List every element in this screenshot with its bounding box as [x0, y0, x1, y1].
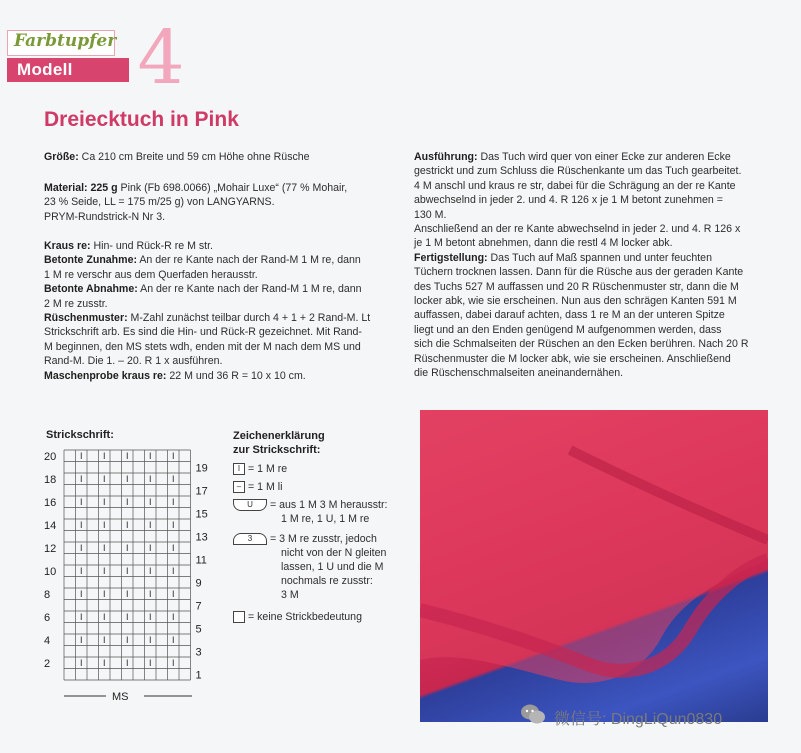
- legend-increase-text-2: 1 M re, 1 U, 1 M re: [281, 513, 370, 525]
- execution-paragraph: [414, 150, 794, 381]
- row-number-right: 13: [195, 531, 208, 544]
- abnahme-text-2: 2 M re zusstr.: [44, 297, 108, 310]
- chart-row-labels-left: [44, 451, 56, 670]
- legend-title-2: zur Strickschrift:: [233, 444, 321, 456]
- row-number-left: 6: [44, 612, 51, 624]
- ausfuehrung-text-7: je 1 M betont abnehmen, dann die restl 4 M locker abk.: [414, 237, 673, 250]
- legend-decrease-text-1: = 3 M re zusstr, jedoch: [270, 533, 377, 545]
- legend-item-decrease: [233, 532, 386, 602]
- ausfuehrung-text-6: Anschließend an der re Kante abwechselnd in jeder 2. und 4. R 126 x: [414, 223, 741, 236]
- legend-decrease-text-3: lassen, 1 U und die M: [281, 561, 384, 573]
- ausfuehrung-text-2: gestrickt und zum Schluss die Rüschenkante um das Tuch gearbeitet.: [414, 165, 742, 178]
- legend-empty-text: = keine Strickbedeutung: [248, 611, 362, 623]
- page-title: Dreiecktuch in Pink: [44, 108, 239, 131]
- row-number-right: 7: [195, 600, 202, 613]
- row-number-left: 4: [44, 635, 51, 647]
- legend-item-knit: [233, 462, 287, 476]
- fertig-text-6: liegt und an den Enden genügend M aufgenommen werden, dass: [414, 323, 722, 336]
- row-number-left: 12: [44, 543, 57, 555]
- fertig-text-7: sich die Schmalseiten der Rüschen an den Ecken berühren. Nach 20 R: [414, 338, 749, 351]
- legend-purl-text: = 1 M li: [248, 481, 283, 493]
- row-number-right: 5: [195, 623, 202, 636]
- decrease-symbol-icon: 3: [233, 533, 267, 545]
- fertig-label: Fertigstellung:: [414, 251, 488, 264]
- shawl-photo: [420, 410, 768, 722]
- abnahme-text-1: An der re Kante nach der Rand-M 1 M re, dann: [137, 283, 362, 296]
- row-number-right: 11: [195, 554, 207, 567]
- probe-text: 22 M und 36 R = 10 x 10 cm.: [166, 369, 306, 382]
- muster-label: Rüschenmuster:: [44, 312, 128, 325]
- fertig-text-9: die Rüschenschmalseiten aneinandernähen.: [414, 367, 624, 380]
- fertig-text-2: Tüchern trocknen lassen. Dann für die Rüsche aus der geraden Kante: [414, 266, 744, 279]
- wechat-icon: [520, 701, 546, 727]
- increase-symbol-icon: U: [233, 499, 267, 511]
- zunahme-text-1: An der re Kante nach der Rand-M 1 M re, dann: [137, 254, 361, 267]
- ruffle-drawing: [420, 410, 768, 722]
- row-number-left: 2: [44, 658, 51, 670]
- legend-item-empty: [233, 610, 362, 624]
- fertig-text-4: locker abk, wie sie erscheinen. Nun aus den schrägen Kanten 591 M: [414, 295, 737, 308]
- brand-logo: Farbtupfer: [14, 31, 117, 51]
- legend-title: [233, 429, 325, 457]
- row-number-right: 15: [195, 508, 208, 521]
- legend-knit-text: = 1 M re: [248, 463, 288, 475]
- ausfuehrung-text-1: Das Tuch wird quer von einer Ecke zur anderen Ecke: [477, 151, 731, 163]
- zunahme-text-2: 1 M re verschr aus dem Querfaden herausstr.: [44, 268, 258, 281]
- legend-decrease-text-4: nochmals re zusstr:: [281, 575, 373, 587]
- legend-decrease-text-2: nicht von der N gleiten: [281, 547, 387, 559]
- zunahme-label: Betonte Zunahme:: [44, 254, 137, 267]
- ausfuehrung-label: Ausführung:: [414, 151, 478, 163]
- size-label: Größe:: [44, 151, 79, 163]
- muster-text-4: Rand-M. Die 1. – 20. R 1 x ausführen.: [44, 355, 223, 368]
- ausfuehrung-text-5: 130 M.: [414, 208, 447, 221]
- material-text-2: 23 % Seide, LL = 175 m/25 g) von LANGYARNS.: [44, 196, 275, 209]
- row-number-left: 10: [44, 566, 57, 578]
- knitting-chart: [44, 446, 220, 708]
- model-number: 4: [137, 15, 185, 101]
- row-number-right: 1: [195, 669, 202, 682]
- row-number-right: 3: [195, 646, 202, 659]
- row-number-right: 9: [195, 577, 202, 590]
- ausfuehrung-text-3: 4 M anschl und kraus re str, dabei für die Schrägung an der re Kante: [414, 179, 736, 192]
- section-label: Modell: [17, 60, 73, 79]
- muster-text-2: Strickschrift arb. Es sind die Hin- und Rück-R gezeichnet. Mit Rand-: [44, 326, 362, 339]
- material-text-1: Pink (Fb 698.0066) „Mohair Luxe“ (77 % Mohair,: [117, 182, 348, 194]
- empty-symbol-icon: [233, 611, 245, 623]
- row-number-right: 19: [195, 462, 208, 475]
- fertig-text-3: des Tuchs 527 M auffassen und 20 R Rüschenmuster str, dann die M: [414, 280, 739, 293]
- ausfuehrung-text-4: abwechselnd in jeder 2. und 4. R 126 x je 1 M betont zunehmen =: [414, 194, 723, 207]
- repeat-label: MS: [112, 691, 129, 703]
- muster-text-3: M beginnen, den MS stets wdh, enden mit der M nach dem MS und: [44, 340, 361, 353]
- legend-increase-text-1: = aus 1 M 3 M herausstr:: [270, 499, 388, 511]
- abnahme-label: Betonte Abnahme:: [44, 283, 138, 296]
- muster-text-1: M-Zahl zunächst teilbar durch 4 + 1 + 2 Rand-M. Lt: [127, 312, 371, 325]
- row-number-left: 8: [44, 589, 51, 601]
- instructions-paragraph: [44, 239, 414, 383]
- purl-symbol-icon: –: [233, 481, 245, 493]
- watermark-text: 微信号: DingLiQun0830: [554, 711, 723, 728]
- row-number-right: 17: [195, 485, 208, 498]
- size-paragraph: [44, 150, 404, 164]
- fertig-text-1: Das Tuch auf Maß spannen und unter feuchten: [487, 251, 712, 264]
- legend-title-1: Zeichenerklärung: [233, 430, 325, 442]
- chart-grid: [64, 450, 191, 680]
- material-paragraph: [44, 181, 414, 224]
- row-number-left: 16: [44, 497, 57, 509]
- row-number-left: 18: [44, 474, 57, 486]
- chart-row-labels-right: [196, 463, 208, 682]
- row-number-left: 14: [44, 520, 57, 532]
- kraus-label: Kraus re:: [44, 240, 91, 252]
- material-label: Material: 225 g: [44, 182, 118, 194]
- kraus-text: Hin- und Rück-R re M str.: [90, 240, 213, 252]
- size-text: Ca 210 cm Breite und 59 cm Höhe ohne Rüsche: [78, 151, 310, 163]
- legend-item-purl: [233, 480, 282, 494]
- fertig-text-5: auffassen, dabei darauf achten, dass 1 re M an der unteren Spitze: [414, 309, 725, 322]
- knit-symbol-icon: I: [233, 463, 245, 475]
- row-number-left: 20: [44, 451, 57, 463]
- fertig-text-8: Rüschenmuster die M locker abk, wie sie erscheinen. Anschließend: [414, 352, 731, 365]
- probe-label: Maschenprobe kraus re:: [44, 369, 167, 382]
- legend-decrease-text-5: 3 M: [281, 589, 299, 601]
- chart-title: Strickschrift:: [46, 429, 114, 441]
- legend-item-increase: [233, 498, 387, 526]
- material-text-3: PRYM-Rundstrick-N Nr 3.: [44, 210, 166, 223]
